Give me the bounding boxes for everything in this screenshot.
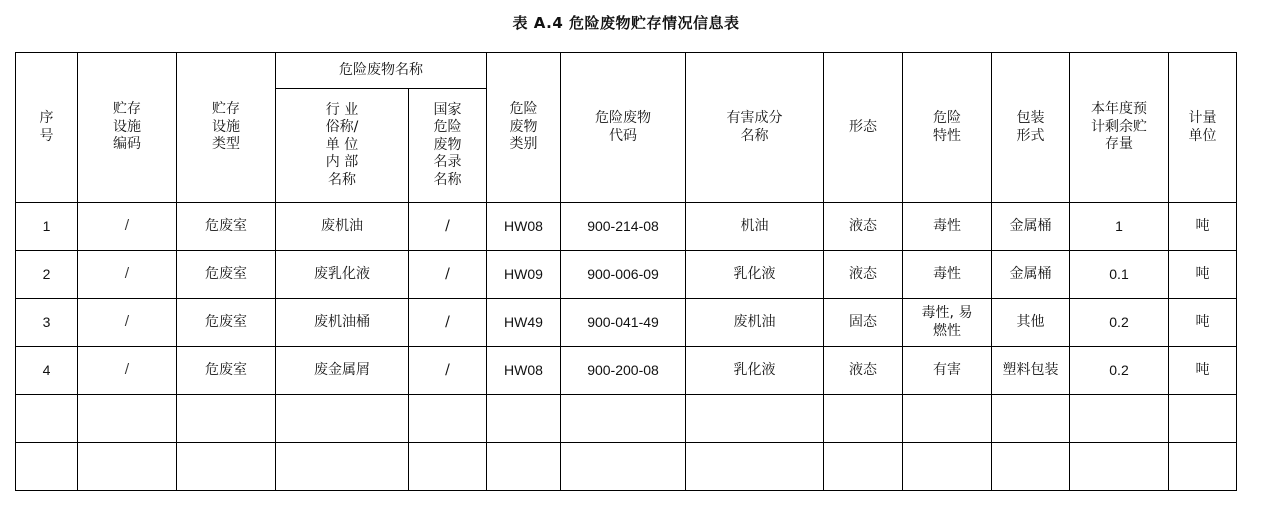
cell-package [992, 395, 1070, 443]
cell-unit: 吨 [1169, 347, 1237, 395]
header-form: 形态 [824, 53, 903, 203]
cell-hazard: 毒性 [903, 251, 992, 299]
table-row [16, 251, 1237, 299]
header-facility-code: 贮存 设施 编码 [78, 53, 177, 203]
cell-code: 900-041-49 [561, 299, 686, 347]
cell-remaining: 1 [1070, 203, 1169, 251]
cell-form: 液态 [824, 347, 903, 395]
cell-industry-name [276, 395, 409, 443]
cell-industry-name: 废乳化液 [276, 251, 409, 299]
cell-remaining [1070, 395, 1169, 443]
cell-package: 塑料包装 [992, 347, 1070, 395]
cell-remaining: 0.2 [1070, 299, 1169, 347]
cell-code [561, 395, 686, 443]
cell-harmful: 乳化液 [686, 251, 824, 299]
cell-facility-code [78, 395, 177, 443]
cell-form: 固态 [824, 299, 903, 347]
cell-code [561, 443, 686, 491]
cell-code: 900-200-08 [561, 347, 686, 395]
cell-facility-code: / [78, 203, 177, 251]
cell-hazard [903, 443, 992, 491]
cell-national-name: / [409, 347, 487, 395]
cell-harmful [686, 395, 824, 443]
table-row [16, 203, 1237, 251]
table-title: 表 A.4 危险废物贮存情况信息表 [512, 14, 740, 32]
header-facility-type: 贮存 设施 类型 [177, 53, 276, 203]
cell-national-name: / [409, 203, 487, 251]
cell-national-name: / [409, 251, 487, 299]
header-unit: 计量 单位 [1169, 53, 1237, 203]
cell-hazard [903, 395, 992, 443]
cell-form [824, 395, 903, 443]
cell-package: 金属桶 [992, 203, 1070, 251]
cell-seq [16, 443, 78, 491]
cell-seq: 2 [16, 251, 78, 299]
table-row [16, 443, 1237, 491]
cell-facility-code: / [78, 347, 177, 395]
cell-package: 其他 [992, 299, 1070, 347]
cell-national-name: / [409, 299, 487, 347]
cell-harmful: 废机油 [686, 299, 824, 347]
cell-unit: 吨 [1169, 299, 1237, 347]
cell-industry-name: 废机油 [276, 203, 409, 251]
cell-harmful [686, 443, 824, 491]
cell-remaining: 0.2 [1070, 347, 1169, 395]
cell-category: HW08 [487, 347, 561, 395]
cell-category: HW49 [487, 299, 561, 347]
cell-category [487, 443, 561, 491]
header-national-name: 国家 危险 废物 名录 名称 [409, 89, 487, 203]
cell-category [487, 395, 561, 443]
cell-remaining: 0.1 [1070, 251, 1169, 299]
cell-harmful: 机油 [686, 203, 824, 251]
cell-facility-type [177, 443, 276, 491]
cell-hazard: 毒性 [903, 203, 992, 251]
cell-facility-type: 危废室 [177, 203, 276, 251]
cell-facility-code: / [78, 299, 177, 347]
cell-seq [16, 395, 78, 443]
header-seq: 序 号 [16, 53, 78, 203]
cell-seq: 3 [16, 299, 78, 347]
cell-industry-name: 废机油桶 [276, 299, 409, 347]
cell-unit: 吨 [1169, 251, 1237, 299]
cell-code: 900-214-08 [561, 203, 686, 251]
header-industry-name: 行 业 俗称/ 单 位 内 部 名称 [276, 89, 409, 203]
cell-code: 900-006-09 [561, 251, 686, 299]
cell-form: 液态 [824, 251, 903, 299]
cell-national-name [409, 443, 487, 491]
cell-facility-type: 危废室 [177, 299, 276, 347]
cell-category: HW09 [487, 251, 561, 299]
header-harmful: 有害成分 名称 [686, 53, 824, 203]
cell-hazard: 毒性, 易 燃性 [903, 299, 992, 347]
cell-seq: 4 [16, 347, 78, 395]
cell-form: 液态 [824, 203, 903, 251]
table-row [16, 299, 1237, 347]
cell-industry-name: 废金属屑 [276, 347, 409, 395]
cell-hazard: 有害 [903, 347, 992, 395]
cell-facility-type: 危废室 [177, 251, 276, 299]
cell-category: HW08 [487, 203, 561, 251]
header-waste-name-group: 危险废物名称 [276, 53, 487, 89]
table-row [16, 347, 1237, 395]
cell-industry-name [276, 443, 409, 491]
cell-facility-type: 危废室 [177, 347, 276, 395]
cell-facility-code [78, 443, 177, 491]
cell-form [824, 443, 903, 491]
header-code: 危险废物 代码 [561, 53, 686, 203]
cell-facility-code: / [78, 251, 177, 299]
cell-remaining [1070, 443, 1169, 491]
header-hazard: 危险 特性 [903, 53, 992, 203]
cell-package: 金属桶 [992, 251, 1070, 299]
cell-unit [1169, 395, 1237, 443]
header-category: 危险 废物 类别 [487, 53, 561, 203]
header-remaining: 本年度预 计剩余贮 存量 [1070, 53, 1169, 203]
header-row [16, 53, 1237, 89]
cell-national-name [409, 395, 487, 443]
table-row [16, 395, 1237, 443]
cell-facility-type [177, 395, 276, 443]
cell-harmful: 乳化液 [686, 347, 824, 395]
header-package: 包装 形式 [992, 53, 1070, 203]
cell-seq: 1 [16, 203, 78, 251]
cell-package [992, 443, 1070, 491]
cell-unit: 吨 [1169, 203, 1237, 251]
hazardous-waste-storage-table [15, 52, 1237, 491]
cell-unit [1169, 443, 1237, 491]
